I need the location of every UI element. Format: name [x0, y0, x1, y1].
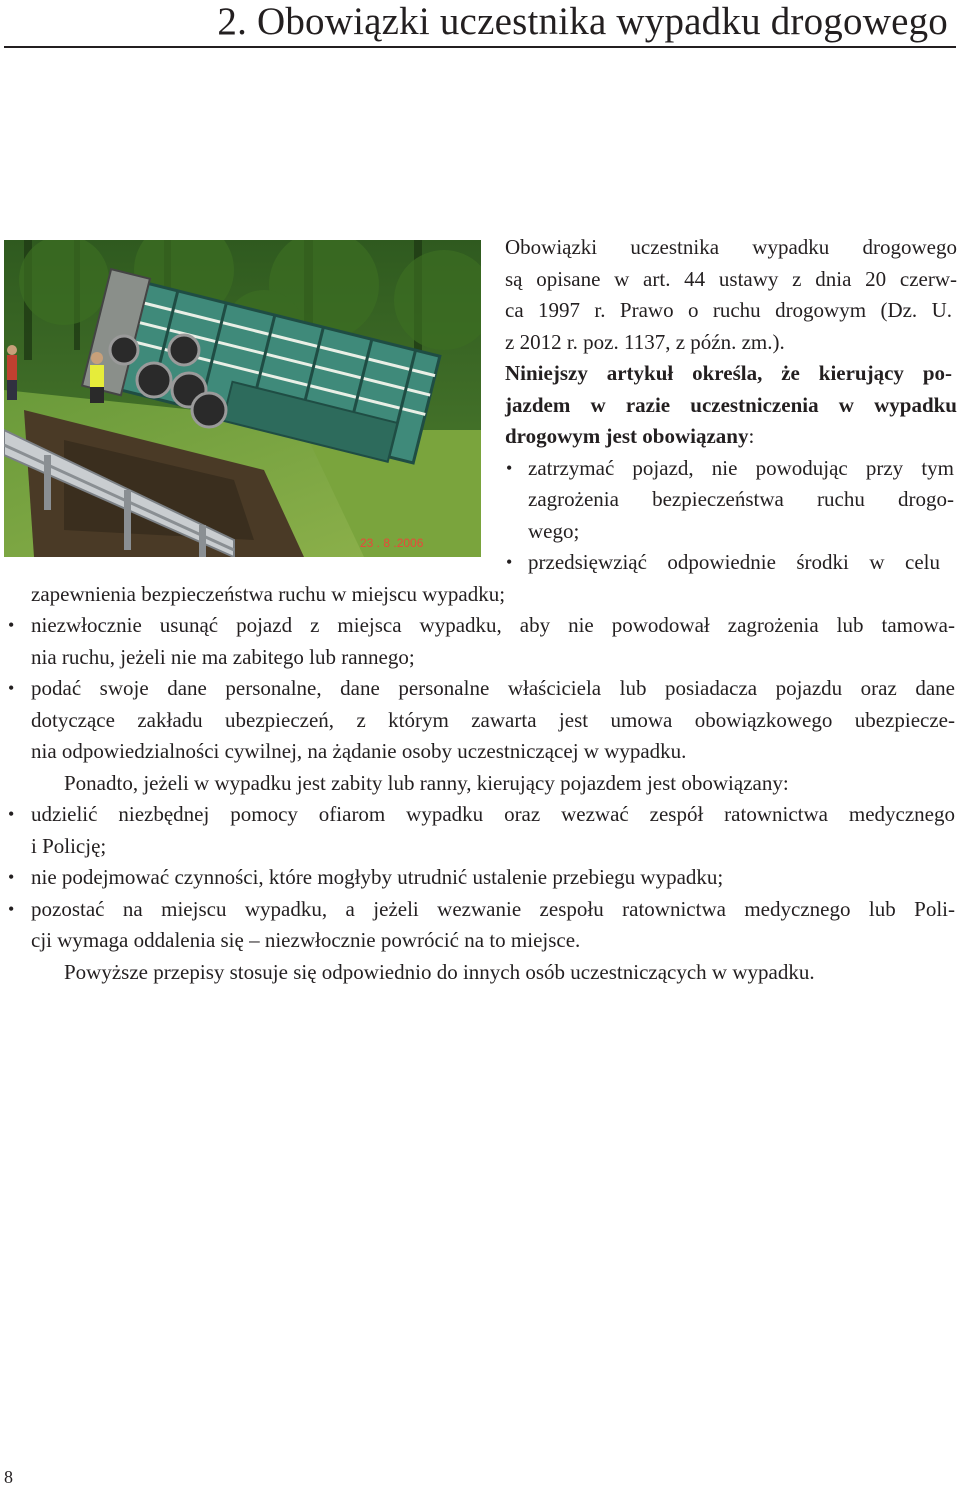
- statement-line: Niniejszy artykuł określa, że kierujący po-: [505, 361, 952, 385]
- bullet-icon: •: [8, 899, 15, 919]
- list-item-line: nia ruchu, jeżeli nie ma zabitego lub rannego;: [31, 645, 415, 669]
- bullet-icon: •: [8, 678, 15, 698]
- statement-colon: :: [748, 424, 755, 448]
- statement-line: drogowym jest obowiązany: [505, 424, 749, 448]
- list-item-line: niezwłocznie usunąć pojazd z miejsca wypadku, aby nie powodował zagrożenia lub tamowa-: [31, 613, 955, 637]
- page-header: [0, 0, 960, 50]
- list-item-line: zatrzymać pojazd, nie powodując przy tym: [528, 456, 954, 480]
- page-title: 2. Obowiązki uczestnika wypadku drogowego: [217, 0, 948, 43]
- intro-line: ca 1997 r. Prawo o ruchu drogowym (Dz. U.: [505, 298, 952, 322]
- header-rule: [4, 46, 956, 48]
- list-item-line: dotyczące zakładu ubezpieczeń, z którym zawarta jest umowa obowiązkowego ubezpiecze-: [31, 708, 955, 732]
- intro-line: Obowiązki uczestnika wypadku drogowego: [505, 235, 957, 259]
- bullet-icon: •: [506, 458, 513, 478]
- list-item-line: nia odpowiedzialności cywilnej, na żądanie osoby uczestniczącej w wypadku.: [31, 739, 687, 763]
- bullet-icon: •: [8, 615, 15, 635]
- bullet-icon: •: [8, 867, 15, 887]
- list-item-line: i Policję;: [31, 834, 107, 858]
- bullet-icon: •: [8, 804, 15, 824]
- paragraph-additional-duties: Ponadto, jeżeli w wypadku jest zabity lub ranny, kierujący pojazdem jest obowiązany:: [64, 771, 789, 795]
- list-item-line: przedsięwziąć odpowiednie środki w celu: [528, 550, 940, 574]
- list-item-line: wego;: [528, 519, 580, 543]
- intro-line: z 2012 r. poz. 1137, z późn. zm.).: [505, 330, 785, 354]
- rescuer-figure: [90, 352, 104, 403]
- accident-photo-illustration: [4, 240, 481, 557]
- list-item-line: zagrożenia bezpieczeństwa ruchu drogo-: [528, 487, 954, 511]
- list-item-line: nie podejmować czynności, które mogłyby utrudnić ustalenie przebiegu wypadku;: [31, 865, 724, 889]
- paragraph-applicability: Powyższe przepisy stosuje się odpowiednio do innych osób uczestniczących w wypadku.: [64, 960, 815, 984]
- list-item-line: podać swoje dane personalne, dane personalne właściciela lub posiadacza pojazdu oraz dane: [31, 676, 955, 700]
- page-number: 8: [4, 1467, 13, 1487]
- list-item-line: udzielić niezbędnej pomocy ofiarom wypadku oraz wezwać zespół ratownictwa medycznego: [31, 802, 955, 826]
- list-item-line: pozostać na miejscu wypadku, a jeżeli wezwanie zespołu ratownictwa medycznego lub Poli-: [31, 897, 955, 921]
- photo-date-stamp: 23 . 8 .2006: [360, 536, 424, 550]
- statement-line: jazdem w razie uczestniczenia w wypadku: [505, 393, 957, 417]
- bullet-icon: •: [506, 552, 513, 572]
- list-item-line: cji wymaga oddalenia się – niezwłocznie powrócić na to miejsce.: [31, 928, 581, 952]
- list-item-line: zapewnienia bezpieczeństwa ruchu w miejscu wypadku;: [31, 582, 506, 606]
- intro-line: są opisane w art. 44 ustawy z dnia 20 czerw-: [505, 267, 957, 291]
- accident-photo: [4, 240, 481, 557]
